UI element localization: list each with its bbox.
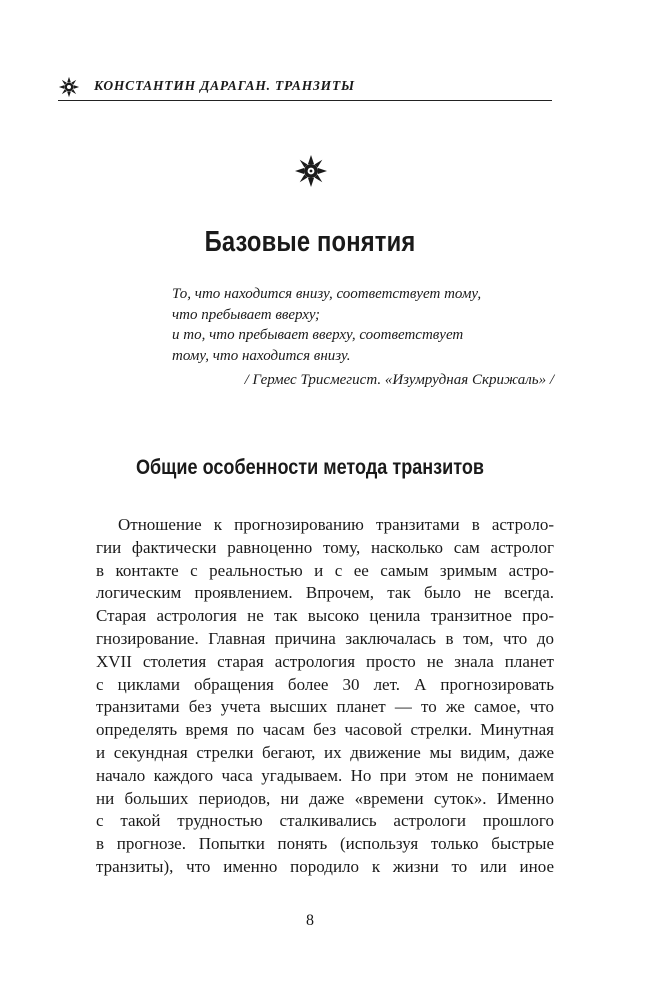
chapter-title: Базовые понятия [204, 226, 416, 258]
running-header-title: КОНСТАНТИН ДАРАГАН. ТРАНЗИТЫ [94, 78, 355, 93]
body-line: определять время по часам без часовой стрелки. Минутная [96, 720, 554, 740]
epigraph-line: что пребывает вверху; [172, 306, 320, 323]
epigraph [172, 284, 562, 366]
epigraph-source: / Гермес Трисмегист. «Изумрудная Скрижаль» / [244, 372, 554, 388]
body-line: Старая астрология не так высоко ценила транзитное про- [96, 606, 554, 626]
epigraph-line: и то, что пребывает вверху, соответствует [172, 327, 464, 343]
body-line: в прогнозе. Попытки понять (используя только быстрые [96, 834, 554, 854]
epigraph-line: То, что находится внизу, соответствует тому, [172, 286, 482, 302]
section-title: Общие особенности метода транзитов [135, 456, 485, 479]
body-line: с циклами обращения более 30 лет. А прогнозировать [96, 674, 554, 694]
sun-star-icon [58, 76, 80, 98]
body-line: транзитами без учета высших планет — то же самое, что [96, 697, 554, 717]
body-line: логическим проявлением. Впрочем, так было не всегда. [96, 583, 554, 603]
sun-star-icon [294, 154, 328, 188]
body-line: гии фактически равноценно тому, насколько сам астролог [96, 537, 554, 557]
body-line: в контакте с реальностью и с ее самым зримым астро- [96, 560, 554, 580]
body-line: начало каждого часа угадываем. Но при этом не понимаем [96, 765, 554, 785]
body-line: и секундная стрелки бегают, их движение мы видим, даже [96, 742, 554, 762]
running-header [58, 74, 552, 101]
body-line: XVII столетия старая астрология просто не знала планет [96, 651, 554, 671]
body-line: Отношение к прогнозированию транзитами в астроло- [118, 515, 554, 534]
body-line: с такой трудностью сталкивались астрологи прошлого [96, 811, 554, 831]
body-line: гнозирование. Главная причина заключалась в том, что до [96, 628, 554, 648]
body-line: транзиты), что именно породило к жизни то или иное [96, 856, 554, 876]
epigraph-line: тому, что находится внизу. [172, 347, 351, 364]
body-paragraph [96, 514, 554, 879]
body-line: ни больших периодов, ни даже «времени суток». Именно [96, 788, 554, 808]
page-number: 8 [306, 912, 314, 929]
